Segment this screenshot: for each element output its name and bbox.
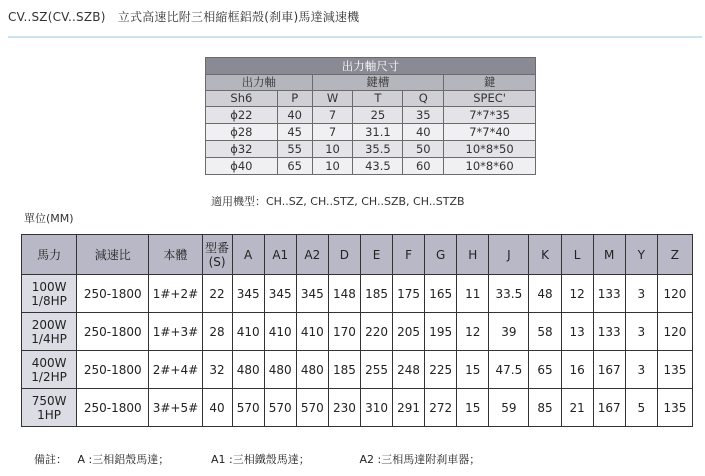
table-cell: 410 — [264, 313, 296, 351]
table-cell: 47.5 — [489, 351, 529, 389]
column-header: F — [393, 235, 425, 275]
shaft-cell: 7*7*40 — [444, 124, 536, 141]
table-cell: 16 — [561, 351, 593, 389]
shaft-table-row — [206, 141, 536, 158]
table-cell: 21 — [561, 389, 593, 427]
shaft-subheader: P — [277, 91, 312, 107]
shaft-group-header: 出力軸 — [206, 75, 313, 91]
table-cell: 12 — [561, 275, 593, 313]
table-cell: 1#+2# — [149, 275, 202, 313]
table-cell: 15 — [457, 351, 489, 389]
column-header: Z — [657, 235, 692, 275]
shaft-table-caption: 出力軸尺寸 — [206, 58, 536, 75]
table-cell: 58 — [529, 313, 561, 351]
shaft-cell: 35.5 — [353, 141, 403, 158]
column-header: G — [425, 235, 457, 275]
shaft-cell: 35 — [403, 107, 444, 124]
table-cell: 250-1800 — [77, 275, 149, 313]
table-cell: 3 — [625, 351, 657, 389]
column-header: L — [561, 235, 593, 275]
column-header: E — [360, 235, 392, 275]
shaft-subheader: SPEC' — [444, 91, 536, 107]
shaft-cell: 60 — [403, 158, 444, 175]
table-cell: 22 — [202, 275, 232, 313]
table-cell: 1#+3# — [149, 313, 202, 351]
shaft-cell: 7*7*35 — [444, 107, 536, 124]
horsepower-cell: 200W 1/4HP — [22, 313, 77, 351]
column-header: H — [457, 235, 489, 275]
shaft-cell: 10 — [312, 141, 353, 158]
table-cell: 135 — [657, 389, 692, 427]
column-header: D — [328, 235, 360, 275]
table-cell: 570 — [264, 389, 296, 427]
column-header: Y — [625, 235, 657, 275]
table-cell: 3#+5# — [149, 389, 202, 427]
table-cell: 480 — [264, 351, 296, 389]
table-cell: 205 — [393, 313, 425, 351]
column-header: 減速比 — [77, 235, 149, 275]
column-header: 本體 — [149, 235, 202, 275]
horsepower-cell: 100W 1/8HP — [22, 275, 77, 313]
note-item: A2 :三相馬達附刹車器； — [359, 453, 481, 466]
column-header: 型番 (S) — [202, 235, 232, 275]
shaft-cell: 55 — [277, 141, 312, 158]
notes-label: 備註： — [34, 453, 67, 466]
table-cell: 345 — [296, 275, 328, 313]
table-cell: 167 — [593, 351, 625, 389]
table-cell: 250-1800 — [77, 313, 149, 351]
table-cell: 3 — [625, 313, 657, 351]
table-cell: 480 — [232, 351, 264, 389]
column-header: A — [232, 235, 264, 275]
table-row — [22, 275, 693, 313]
note-item: A :三相鋁殼馬達； — [77, 453, 170, 466]
notes — [34, 451, 480, 467]
table-cell: 135 — [657, 351, 692, 389]
shaft-subheader: Q — [403, 91, 444, 107]
shaft-subheader: W — [312, 91, 353, 107]
table-cell: 220 — [360, 313, 392, 351]
horsepower-cell: 400W 1/2HP — [22, 351, 77, 389]
shaft-table-row — [206, 107, 536, 124]
table-cell: 167 — [593, 389, 625, 427]
column-header: A1 — [264, 235, 296, 275]
table-cell: 32 — [202, 351, 232, 389]
table-cell: 13 — [561, 313, 593, 351]
shaft-subheader: Sh6 — [206, 91, 278, 107]
table-cell: 480 — [296, 351, 328, 389]
table-cell: 5 — [625, 389, 657, 427]
table-cell: 11 — [457, 275, 489, 313]
table-cell: 195 — [425, 313, 457, 351]
table-cell: 570 — [296, 389, 328, 427]
table-cell: 225 — [425, 351, 457, 389]
shaft-table-row — [206, 158, 536, 175]
shaft-cell: 40 — [403, 124, 444, 141]
table-cell: 33.5 — [489, 275, 529, 313]
shaft-cell: 50 — [403, 141, 444, 158]
shaft-cell: 7 — [312, 107, 353, 124]
table-row — [22, 313, 693, 351]
table-cell: 28 — [202, 313, 232, 351]
table-cell: 250-1800 — [77, 389, 149, 427]
table-cell: 148 — [328, 275, 360, 313]
note-item: A1 :三相鐵殼馬達； — [211, 453, 310, 466]
shaft-cell: ϕ28 — [206, 124, 278, 141]
page-title: CV..SZ(CV..SZB) 立式高速比附三相縮框鋁殼(刹車)馬達減速機 — [8, 10, 360, 24]
table-cell: 15 — [457, 389, 489, 427]
table-cell: 291 — [393, 389, 425, 427]
table-cell: 230 — [328, 389, 360, 427]
table-cell: 310 — [360, 389, 392, 427]
table-cell: 185 — [328, 351, 360, 389]
unit-label: 單位(MM) — [24, 212, 74, 225]
table-cell: 120 — [657, 313, 692, 351]
table-cell: 133 — [593, 313, 625, 351]
shaft-cell: 25 — [353, 107, 403, 124]
shaft-cell: ϕ32 — [206, 141, 278, 158]
shaft-cell: ϕ40 — [206, 158, 278, 175]
shaft-cell: ϕ22 — [206, 107, 278, 124]
table-cell: 175 — [393, 275, 425, 313]
table-cell: 170 — [328, 313, 360, 351]
shaft-cell: 31.1 — [353, 124, 403, 141]
table-cell: 345 — [264, 275, 296, 313]
table-cell: 345 — [232, 275, 264, 313]
table-cell: 120 — [657, 275, 692, 313]
table-cell: 250-1800 — [77, 351, 149, 389]
table-cell: 410 — [232, 313, 264, 351]
column-header: J — [489, 235, 529, 275]
column-header: A2 — [296, 235, 328, 275]
dimension-table — [21, 234, 693, 427]
shaft-cell: 40 — [277, 107, 312, 124]
column-header: K — [529, 235, 561, 275]
shaft-table-row — [206, 124, 536, 141]
shaft-cell: 7 — [312, 124, 353, 141]
table-cell: 2#+4# — [149, 351, 202, 389]
shaft-cell: 65 — [277, 158, 312, 175]
table-cell: 59 — [489, 389, 529, 427]
table-cell: 248 — [393, 351, 425, 389]
table-cell: 40 — [202, 389, 232, 427]
table-cell: 570 — [232, 389, 264, 427]
table-cell: 3 — [625, 275, 657, 313]
table-cell: 185 — [360, 275, 392, 313]
shaft-subheader: T — [353, 91, 403, 107]
shaft-cell: 45 — [277, 124, 312, 141]
column-header: M — [593, 235, 625, 275]
table-cell: 48 — [529, 275, 561, 313]
table-row — [22, 389, 693, 427]
column-header: 馬力 — [22, 235, 77, 275]
table-cell: 410 — [296, 313, 328, 351]
table-cell: 12 — [457, 313, 489, 351]
table-cell: 85 — [529, 389, 561, 427]
horsepower-cell: 750W 1HP — [22, 389, 77, 427]
table-cell: 255 — [360, 351, 392, 389]
table-cell: 133 — [593, 275, 625, 313]
table-cell: 65 — [529, 351, 561, 389]
applicable-models: 適用機型：CH..SZ, CH..STZ, CH..SZB, CH..STZB — [211, 195, 465, 208]
shaft-cell: 10 — [312, 158, 353, 175]
table-cell: 165 — [425, 275, 457, 313]
shaft-cell: 43.5 — [353, 158, 403, 175]
table-row — [22, 351, 693, 389]
shaft-cell: 10*8*60 — [444, 158, 536, 175]
keyway-group-header: 鍵槽 — [312, 75, 444, 91]
shaft-cell: 10*8*50 — [444, 141, 536, 158]
output-shaft-dimension-table — [205, 57, 536, 175]
table-cell: 272 — [425, 389, 457, 427]
key-group-header: 鍵 — [444, 75, 536, 91]
title-divider — [8, 36, 702, 38]
table-cell: 39 — [489, 313, 529, 351]
